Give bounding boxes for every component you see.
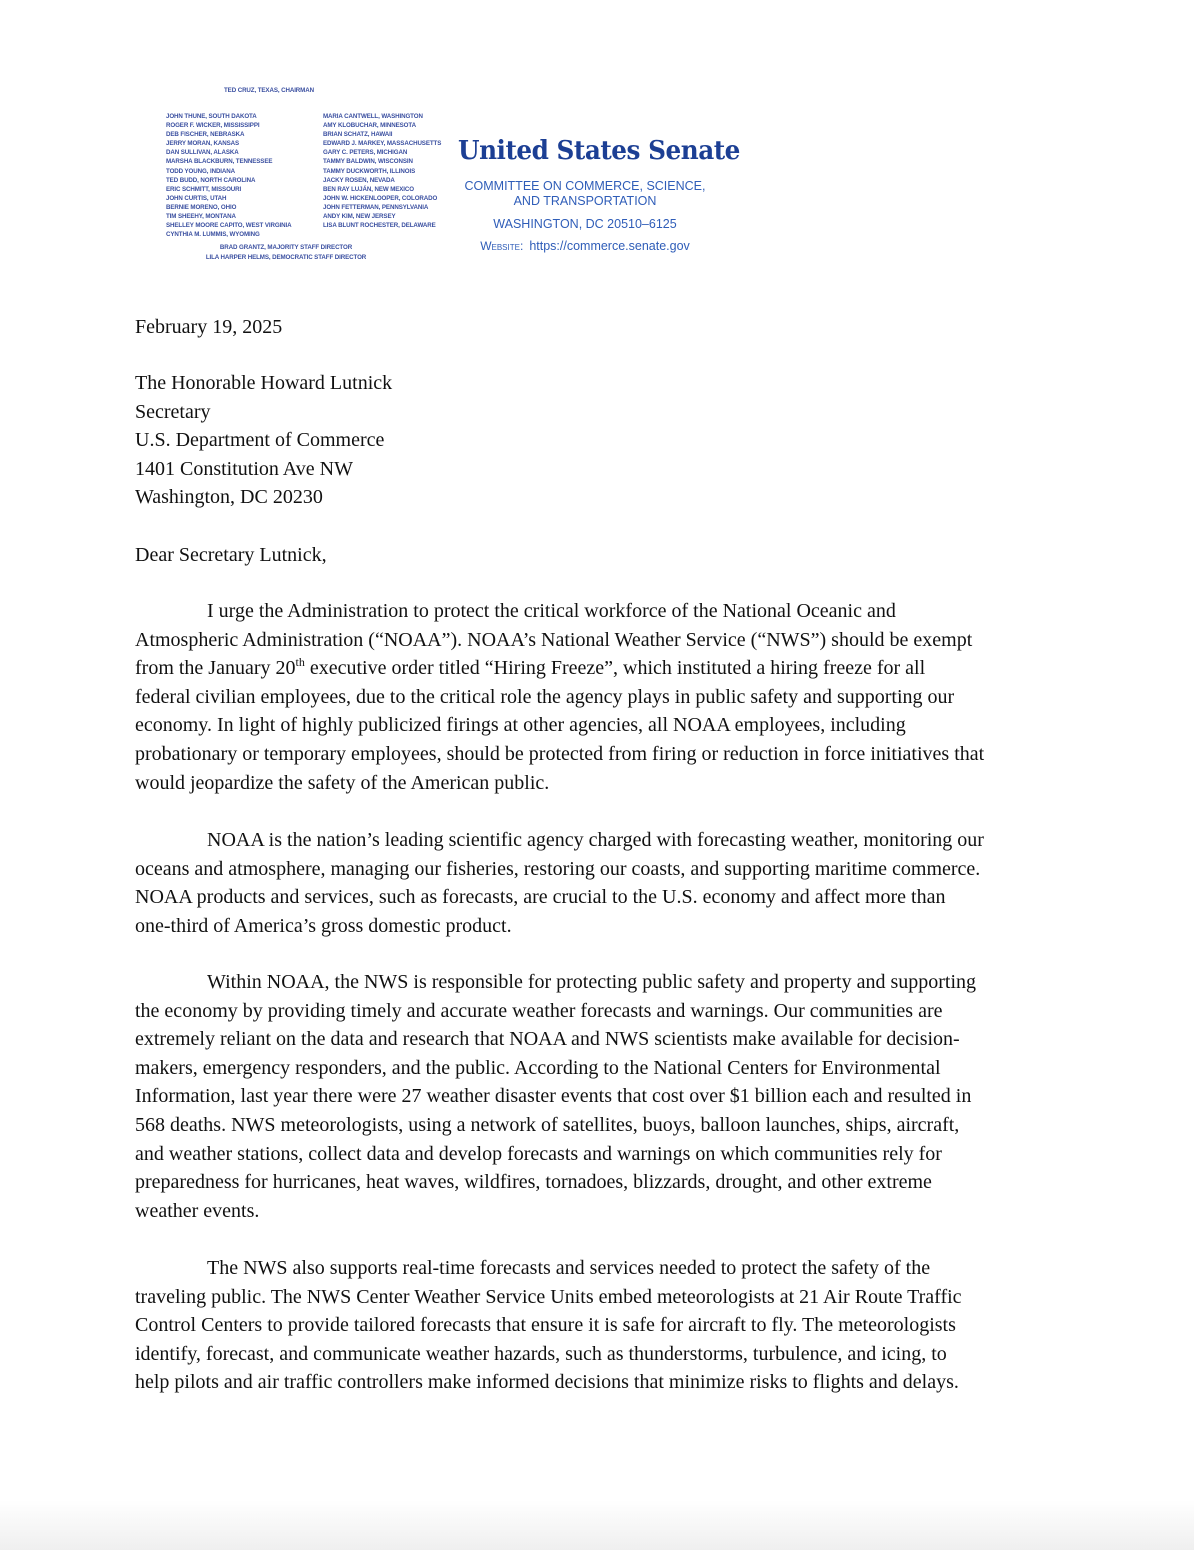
text-line: NOAA products and services, such as forecasts, are crucial to the U.S. economy and affect more than	[135, 886, 946, 909]
member: EDWARD J. MARKEY, MASSACHUSETTS	[323, 140, 442, 148]
text-line: oceans and atmosphere, managing our fisheries, restoring our coasts, and supporting maritime commerce.	[135, 857, 981, 880]
member: GARY C. PETERS, MICHIGAN	[323, 149, 408, 157]
member: JOHN THUNE, SOUTH DAKOTA	[166, 113, 257, 120]
paragraph-3	[135, 968, 976, 1225]
member: JERRY MORAN, KANSAS	[166, 140, 240, 148]
website-url[interactable]: https://commerce.senate.gov	[529, 239, 690, 253]
text-line: preparedness for hurricanes, heat waves, wildfires, tornadoes, blizzards, drought, and other extreme	[135, 1171, 932, 1194]
text-line: traveling public. The NWS Center Weather Service Units embed meteorologists at 21 Air Route Traffic	[135, 1285, 962, 1308]
text-line: help pilots and air traffic controllers make informed decisions that minimize risks to flights and delays.	[135, 1371, 959, 1394]
recipient-address	[135, 369, 392, 512]
member: DAN SULLIVAN, ALASKA	[166, 149, 239, 157]
text-line: The NWS also supports real-time forecasts and services needed to protect the safety of the	[207, 1257, 931, 1279]
paragraph-2	[135, 826, 984, 940]
text-fragment: from the January 20	[135, 657, 296, 680]
member: ERIC SCHMITT, MISSOURI	[166, 185, 242, 193]
text-line: the economy by providing timely and accurate weather forecasts and warnings. Our communities are	[135, 999, 943, 1022]
member: JOHN FETTERMAN, PENNSYLVANIA	[323, 203, 429, 211]
member: BERNIE MORENO, OHIO	[166, 203, 237, 211]
member: BRIAN SCHATZ, HAWAII	[323, 131, 393, 139]
member: JOHN W. HICKENLOOPER, COLORADO	[323, 194, 438, 202]
member: TED BUDD, NORTH CAROLINA	[166, 176, 256, 184]
member: MARSHA BLACKBURN, TENNESSEE	[166, 158, 273, 166]
member: JACKY ROSEN, NEVADA	[323, 176, 395, 184]
text-line: would jeopardize the safety of the American public.	[135, 771, 550, 794]
committee-line-2: AND TRANSPORTATION	[513, 194, 657, 208]
text-line	[135, 654, 984, 683]
member: AMY KLOBUCHAR, MINNESOTA	[323, 122, 416, 130]
text-line: probationary or temporary employees, should be protected from firing or reduction in force initiatives that	[135, 742, 985, 765]
recipient-line: Secretary	[135, 400, 211, 423]
member: MARIA CANTWELL, WASHINGTON	[323, 113, 423, 120]
text-line: makers, emergency responders, and the public. According to the National Centers for Environmental	[135, 1056, 941, 1079]
letter-date: February 19, 2025	[135, 316, 283, 338]
ordinal-suffix: th	[295, 655, 305, 670]
text-line: 568 deaths. NWS meteorologists, using a network of satellites, buoys, balloon launches, ships, aircraft,	[135, 1113, 960, 1136]
member: CYNTHIA M. LUMMIS, WYOMING	[166, 231, 260, 239]
member: BEN RAY LUJÁN, NEW MEXICO	[323, 185, 415, 193]
member: DEB FISCHER, NEBRASKA	[166, 131, 245, 139]
member: TIM SHEEHY, MONTANA	[166, 213, 236, 221]
text-line: economy. In light of highly publicized firings at other agencies, all NOAA employees, including	[135, 714, 906, 737]
majority-members-list	[166, 112, 292, 239]
staff-director: LILA HARPER HELMS, DEMOCRATIC STAFF DIRECTOR	[205, 254, 367, 261]
recipient-line: Washington, DC 20230	[135, 486, 323, 509]
paragraph-4	[135, 1254, 962, 1397]
member: TAMMY DUCKWORTH, ILLINOIS	[323, 167, 416, 175]
minority-members-list	[323, 112, 441, 230]
committee-line-1: COMMITTEE ON COMMERCE, SCIENCE,	[464, 179, 706, 193]
member: ROGER F. WICKER, MISSISSIPPI	[166, 122, 260, 130]
text-line: I urge the Administration to protect the critical workforce of the National Oceanic and	[207, 600, 896, 622]
member: TAMMY BALDWIN, WISCONSIN	[323, 158, 413, 166]
text-line: identify, forecast, and communicate weather hazards, such as thunderstorms, turbulence, and icing, to	[135, 1342, 947, 1365]
staff-directors	[166, 243, 406, 263]
text-fragment: executive order titled “Hiring Freeze”, which instituted a hiring freeze for all	[304, 657, 926, 680]
recipient-line: 1401 Constitution Ave NW	[135, 457, 353, 480]
committee-name	[455, 179, 715, 209]
senate-title: United States Senate	[458, 136, 740, 166]
text-line: and weather stations, collect data and develop forecasts and warnings on which communities rely for	[135, 1142, 942, 1165]
text-line: Atmospheric Administration (“NOAA”). NOAA’s National Weather Service (“NWS”) should be exempt	[135, 628, 973, 651]
member: TODD YOUNG, INDIANA	[166, 167, 236, 175]
text-line: one-third of America’s gross domestic product.	[135, 914, 512, 937]
website-label: Website:	[480, 239, 524, 253]
letterhead	[0, 0, 1194, 270]
recipient-line: The Honorable Howard Lutnick	[135, 372, 393, 394]
member: LISA BLUNT ROCHESTER, DELAWARE	[323, 222, 436, 230]
recipient-line: U.S. Department of Commerce	[135, 429, 385, 452]
member: SHELLEY MOORE CAPITO, WEST VIRGINIA	[166, 222, 292, 230]
salutation: Dear Secretary Lutnick,	[135, 544, 327, 566]
member: JOHN CURTIS, UTAH	[166, 194, 227, 202]
text-line: Within NOAA, the NWS is responsible for protecting public safety and property and supporting	[207, 971, 977, 993]
chairman-line: TED CRUZ, TEXAS, CHAIRMAN	[224, 87, 314, 94]
committee-address: WASHINGTON, DC 20510–6125	[493, 217, 677, 231]
staff-director: BRAD GRANTZ, MAJORITY STAFF DIRECTOR	[219, 244, 353, 251]
text-line: extremely reliant on the data and research that NOAA and NWS scientists make available for decision-	[135, 1028, 960, 1051]
text-line: NOAA is the nation’s leading scientific agency charged with forecasting weather, monitoring our	[207, 829, 984, 851]
text-line: Control Centers to provide tailored forecasts that ensure it is safe for aircraft to fly. The meteorologists	[135, 1314, 956, 1337]
text-line: Information, last year there were 27 weather disaster events that cost over $1 billion each and resulted in	[135, 1085, 972, 1108]
paragraph-1	[135, 597, 984, 797]
text-line: weather events.	[135, 1199, 260, 1222]
website-line	[455, 239, 715, 253]
text-line: federal civilian employees, due to the critical role the agency plays in public safety and supporting our	[135, 685, 955, 708]
member: ANDY KIM, NEW JERSEY	[323, 213, 396, 221]
